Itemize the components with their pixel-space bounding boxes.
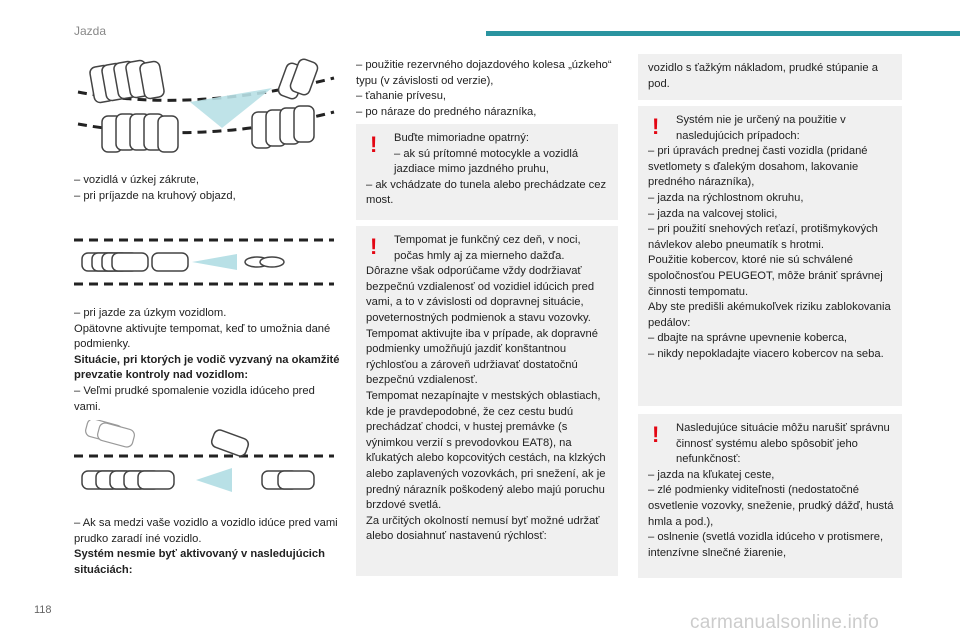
cruise-paragraph: Tempomat nezapínajte v mestských oblastiach, kde je pravdepodobné, že cez cestu budú prechádzať chodci, v hustej premávke (s výnimkou verzií s prevodovkou EAT8), na kľukatých alebo kopcovitých cestách, na klzkých alebo zaplavených vozovkách, pri snežení, ak je predný nárazník poškodený alebo majú poruchu brzdové svetlá. <box>366 389 606 512</box>
disturbance-line: – jazda na kľukatej ceste, <box>648 468 775 481</box>
warning-icon: ! <box>370 132 378 157</box>
mats-line: – nikdy nepokladajte viacero kobercov na seba. <box>648 347 884 360</box>
cruise-first: Tempomat je funkčný cez deň, v noci, počas hmly aj za mierneho dažďa. <box>394 234 581 262</box>
not-intended-line: – pri úpravách prednej časti vozidla (pridané svetlomety s ďalekým dosahom, lakovanie predného nárazníka), <box>648 145 868 189</box>
header-accent-bar <box>486 31 960 36</box>
list-item: – ťahanie prívesu, <box>356 90 447 103</box>
warning-icon: ! <box>652 114 660 139</box>
warning-icon: ! <box>370 234 378 259</box>
continued-text: vozidlo s ťažkým nákladom, prudké stúpanie a pod. <box>648 62 878 90</box>
not-intended-line: – jazda na valcovej stolici, <box>648 207 778 220</box>
caution-line: – ak sú prítomné motocykle a vozidlá jazdiace mimo jazdného pruhu, <box>394 147 579 176</box>
curve-item: – vozidlá v úzkej zákrute, <box>74 174 199 186</box>
watermark: carmanualsonline.info <box>690 612 880 633</box>
not-intended-box <box>638 106 902 406</box>
caution-line: – ak vchádzate do tunela alebo prechádzate cez most. <box>366 178 607 207</box>
braking-text: – Veľmi prudké spomalenie vozidla idúceho pred vami. <box>74 384 315 413</box>
cruise-info-box <box>356 226 618 576</box>
continued-box <box>638 54 902 100</box>
cruise-paragraph: Dôrazne však odporúčame vždy dodržiavať bezpečnú vzdialenosť od vozidiel idúcich pred vami, a to v závislosti od dopravnej situácie, poveternostných podmienok a stavu vozovky. <box>366 265 595 324</box>
disturbance-line: – oslnenie (svetlá vozidla idúceho v protismere, intenzívne slnečné žiarenie, <box>648 531 884 559</box>
caution-title: Buďte mimoriadne opatrný: <box>394 132 529 144</box>
driver-takeover-heading: Situácie, pri ktorých je vodič vyzvaný na okamžité prevzatie kontroly nad vozidlom: <box>74 353 340 382</box>
caution-box <box>356 124 618 220</box>
reactivate-text: Opätovne aktivujte tempomat, keď to umožnia dané podmienky. <box>74 322 331 351</box>
cruise-paragraph: Za určitých okolností nemusí byť možné udržať alebo dosiahnuť nastavenú rýchlosť: <box>366 514 600 543</box>
mats-paragraph: Použitie kobercov, ktoré nie sú schválené spoločnosťou PEUGEOT, môže brániť správnej činnosti tempomatu. <box>648 254 883 298</box>
narrow-vehicle-illustration <box>72 228 336 296</box>
narrow-vehicle-text: – pri jazde za úzkym vozidlom. <box>74 307 227 319</box>
cruise-paragraph: Tempomat aktivujte iba v prípade, ak dopravné podmienky umožňujú jazdiť konštantnou rýchlosťou a zároveň udržiavať dostatočnú bezpečnú vzdialenosť. <box>366 327 598 387</box>
mats-line: – dbajte na správne upevnenie koberca, <box>648 332 848 345</box>
warning-icon: ! <box>652 422 660 447</box>
mats-paragraph: Aby ste predišli akémukoľvek riziku zablokovania pedálov: <box>648 301 891 329</box>
page-number: 118 <box>34 604 52 616</box>
not-intended-first: Systém nie je určený na použitie v nasledujúcich prípadoch: <box>676 114 846 142</box>
not-intended-line: – jazda na rýchlostnom okruhu, <box>648 191 804 204</box>
cut-in-illustration <box>72 420 336 506</box>
curve-road-illustration <box>72 58 336 156</box>
disturbance-first: Nasledujúce situácie môžu narušiť správnu činnosť systému alebo spôsobiť jeho nefunkčnosť: <box>676 422 890 466</box>
disturbance-line: – zlé podmienky viditeľnosti (nedostatočné osvetlenie vozovky, sneženie, prudký dážď, hustá hmla a pod.), <box>648 484 894 528</box>
no-activate-heading: Systém nesmie byť aktivovaný v nasledujúcich situáciách: <box>74 548 325 576</box>
curve-item: – pri príjazde na kruhový objazd, <box>74 189 236 202</box>
list-item: – použitie rezervného dojazdového kolesa „úzkeho“ typu (v závislosti od verzie), <box>356 59 612 87</box>
section-title: Jazda <box>74 24 107 38</box>
not-intended-line: – pri použití snehových reťazí, protišmykových návlekov alebo pneumatík s hrotmi. <box>648 223 878 251</box>
disturbance-box <box>638 414 902 578</box>
cut-in-text: – Ak sa medzi vaše vozidlo a vozidlo idúce pred vami prudko zaradí iné vozidlo. <box>74 517 338 545</box>
list-item: – po náraze do predného nárazníka, <box>356 105 537 118</box>
